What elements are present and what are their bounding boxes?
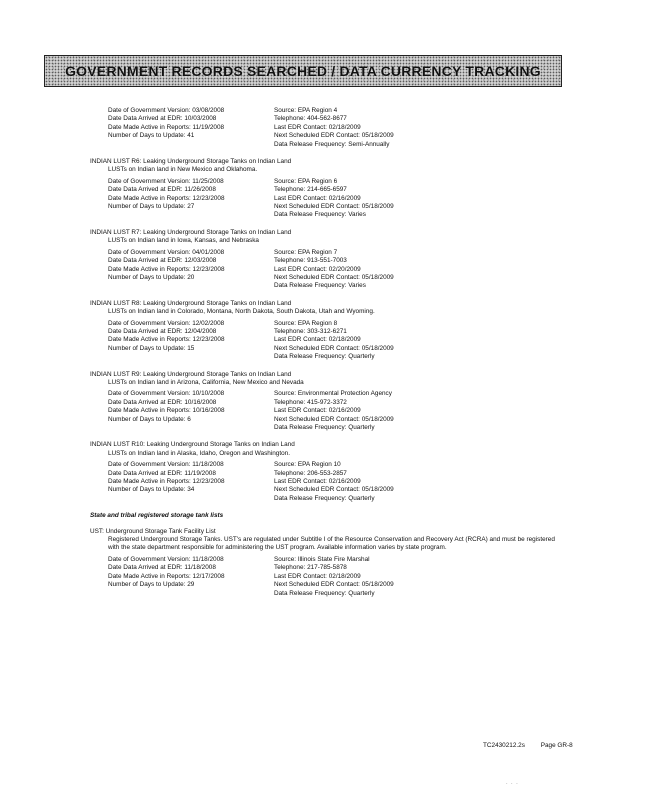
page-number: Page GR-8 bbox=[540, 742, 573, 749]
telephone: Telephone: 913-551-7003 bbox=[274, 257, 347, 265]
banner-title: GOVERNMENT RECORDS SEARCHED / DATA CURRENCY TRACKING bbox=[65, 63, 541, 79]
last-contact: Last EDR Contact: 02/16/2009 bbox=[274, 407, 361, 415]
record-indian-lust-r6 bbox=[90, 158, 560, 220]
record-description: Registered Underground Storage Tanks. UST's are regulated under Subtitle I of the Resource Conservation and Recovery Act (RCRA) and must be registered with the state department responsible for administering the UST program. Available information varies by state program. bbox=[108, 536, 555, 552]
record-region4 bbox=[90, 107, 560, 149]
release-frequency: Data Release Frequency: Quarterly bbox=[274, 589, 375, 597]
field-row bbox=[108, 249, 560, 257]
record-description: LUSTs on Indian land in New Mexico and Oklahoma. bbox=[108, 166, 258, 174]
telephone: Telephone: 206-553-2857 bbox=[274, 469, 347, 477]
days-to-update: Number of Days to Update: 20 bbox=[108, 273, 195, 281]
next-contact: Next Scheduled EDR Contact: 05/18/2009 bbox=[274, 415, 394, 423]
release-frequency: Data Release Frequency: Semi-Annually bbox=[274, 140, 390, 148]
field-row bbox=[108, 486, 560, 494]
last-contact: Last EDR Contact: 02/16/2009 bbox=[274, 194, 361, 202]
source: Source: EPA Region 7 bbox=[274, 248, 338, 256]
field-row bbox=[108, 470, 560, 478]
record-title: INDIAN LUST R9: Leaking Underground Storage Tanks on Indian Land bbox=[90, 370, 292, 378]
field-row bbox=[108, 581, 560, 589]
records-content bbox=[90, 104, 560, 607]
field-row bbox=[108, 257, 560, 265]
field-row bbox=[108, 416, 560, 424]
record-title: INDIAN LUST R10: Leaking Underground Storage Tanks on Indian Land bbox=[90, 441, 295, 449]
record-fields bbox=[90, 320, 560, 362]
section-banner bbox=[44, 55, 562, 87]
record-title: INDIAN LUST R8: Leaking Underground Storage Tanks on Indian Land bbox=[90, 299, 292, 307]
last-contact: Last EDR Contact: 02/18/2009 bbox=[274, 123, 361, 131]
days-to-update: Number of Days to Update: 6 bbox=[108, 415, 191, 423]
field-row bbox=[108, 282, 560, 290]
field-row bbox=[108, 274, 560, 282]
field-row bbox=[108, 424, 560, 432]
active-date: Date Made Active in Reports: 12/17/2008 bbox=[108, 572, 225, 580]
next-contact: Next Scheduled EDR Contact: 05/18/2009 bbox=[274, 203, 394, 211]
days-to-update: Number of Days to Update: 34 bbox=[108, 486, 195, 494]
field-row bbox=[108, 461, 560, 469]
gov-date: Date of Government Version: 11/18/2008 bbox=[108, 555, 224, 563]
field-row bbox=[108, 353, 560, 361]
arrived-date: Date Data Arrived at EDR: 11/18/2008 bbox=[108, 564, 216, 572]
section-heading: State and tribal registered storage tank lists bbox=[90, 512, 224, 520]
record-fields bbox=[90, 107, 560, 149]
record-fields bbox=[90, 249, 560, 291]
active-date: Date Made Active in Reports: 12/23/2008 bbox=[108, 194, 225, 202]
release-frequency: Data Release Frequency: Varies bbox=[274, 282, 366, 290]
gov-date: Date of Government Version: 03/08/2008 bbox=[108, 107, 225, 114]
scan-artifact: · · · bbox=[506, 781, 519, 787]
record-indian-lust-r7 bbox=[90, 229, 560, 291]
source: Source: EPA Region 4 bbox=[274, 107, 338, 114]
record-fields bbox=[90, 390, 560, 432]
last-contact: Last EDR Contact: 02/16/2009 bbox=[274, 478, 361, 486]
field-row bbox=[108, 495, 560, 503]
field-row bbox=[108, 345, 560, 353]
field-row bbox=[108, 132, 560, 140]
gov-date: Date of Government Version: 04/01/2008 bbox=[108, 248, 225, 256]
record-fields bbox=[90, 461, 560, 503]
record-indian-lust-r10 bbox=[90, 441, 560, 503]
source: Source: EPA Region 8 bbox=[274, 319, 338, 327]
next-contact: Next Scheduled EDR Contact: 05/18/2009 bbox=[274, 132, 394, 140]
arrived-date: Date Data Arrived at EDR: 11/26/2008 bbox=[108, 186, 216, 194]
record-title: INDIAN LUST R7: Leaking Underground Storage Tanks on Indian Land bbox=[90, 228, 292, 236]
record-description: LUSTs on Indian land in Iowa, Kansas, and Nebraska bbox=[108, 237, 259, 245]
gov-date: Date of Government Version: 10/10/2008 bbox=[108, 390, 225, 398]
field-row bbox=[108, 115, 560, 123]
active-date: Date Made Active in Reports: 12/23/2008 bbox=[108, 265, 225, 273]
gov-date: Date of Government Version: 12/02/2008 bbox=[108, 319, 225, 327]
page-footer bbox=[483, 742, 587, 749]
telephone: Telephone: 214-665-6597 bbox=[274, 186, 347, 194]
release-frequency: Data Release Frequency: Quarterly bbox=[274, 494, 375, 502]
telephone: Telephone: 404-562-8677 bbox=[274, 115, 347, 123]
release-frequency: Data Release Frequency: Quarterly bbox=[274, 424, 375, 431]
telephone: Telephone: 303-312-6271 bbox=[274, 327, 347, 335]
next-contact: Next Scheduled EDR Contact: 05/18/2009 bbox=[274, 344, 394, 352]
gov-date: Date of Government Version: 11/18/2008 bbox=[108, 461, 224, 469]
field-row bbox=[108, 328, 560, 336]
field-row bbox=[108, 407, 560, 415]
field-row bbox=[108, 590, 560, 598]
gov-date: Date of Government Version: 11/25/2008 bbox=[108, 177, 224, 185]
field-row bbox=[108, 203, 560, 211]
last-contact: Last EDR Contact: 02/18/2009 bbox=[274, 572, 361, 580]
next-contact: Next Scheduled EDR Contact: 05/18/2009 bbox=[274, 273, 394, 281]
field-row bbox=[108, 186, 560, 194]
active-date: Date Made Active in Reports: 12/23/2008 bbox=[108, 336, 225, 344]
record-description: LUSTs on Indian land in Arizona, California, New Mexico and Nevada bbox=[108, 378, 304, 386]
days-to-update: Number of Days to Update: 29 bbox=[108, 581, 195, 589]
field-row bbox=[108, 195, 560, 203]
arrived-date: Date Data Arrived at EDR: 12/04/2008 bbox=[108, 327, 217, 335]
source: Source: EPA Region 6 bbox=[274, 177, 338, 185]
field-row bbox=[108, 178, 560, 186]
last-contact: Last EDR Contact: 02/18/2009 bbox=[274, 336, 361, 344]
arrived-date: Date Data Arrived at EDR: 10/16/2008 bbox=[108, 398, 217, 406]
field-row bbox=[108, 390, 560, 398]
telephone: Telephone: 217-785-5878 bbox=[274, 564, 347, 572]
source: Source: EPA Region 10 bbox=[274, 461, 341, 469]
field-row bbox=[108, 320, 560, 328]
next-contact: Next Scheduled EDR Contact: 05/18/2009 bbox=[274, 486, 394, 494]
field-row bbox=[108, 478, 560, 486]
field-row bbox=[108, 336, 560, 344]
record-indian-lust-r9 bbox=[90, 371, 560, 433]
field-row bbox=[108, 564, 560, 572]
days-to-update: Number of Days to Update: 41 bbox=[108, 132, 195, 140]
record-description: LUSTs on Indian land in Colorado, Montana, North Dakota, South Dakota, Utah and Wyoming. bbox=[108, 308, 375, 316]
record-fields bbox=[90, 556, 560, 598]
active-date: Date Made Active in Reports: 12/23/2008 bbox=[108, 478, 225, 486]
next-contact: Next Scheduled EDR Contact: 05/18/2009 bbox=[274, 581, 394, 589]
arrived-date: Date Data Arrived at EDR: 11/19/2008 bbox=[108, 469, 216, 477]
record-indian-lust-r8 bbox=[90, 300, 560, 362]
arrived-date: Date Data Arrived at EDR: 12/03/2008 bbox=[108, 257, 217, 265]
telephone: Telephone: 415-972-3372 bbox=[274, 398, 347, 406]
release-frequency: Data Release Frequency: Quarterly bbox=[274, 353, 375, 361]
arrived-date: Date Data Arrived at EDR: 10/03/2008 bbox=[108, 115, 217, 123]
field-row bbox=[108, 556, 560, 564]
record-fields bbox=[90, 178, 560, 220]
source: Source: Environmental Protection Agency bbox=[274, 390, 392, 398]
active-date: Date Made Active in Reports: 10/16/2008 bbox=[108, 407, 225, 415]
field-row bbox=[108, 573, 560, 581]
field-row bbox=[108, 266, 560, 274]
record-ust bbox=[90, 528, 560, 598]
field-row bbox=[108, 211, 560, 219]
field-row bbox=[108, 399, 560, 407]
last-contact: Last EDR Contact: 02/20/2009 bbox=[274, 265, 361, 273]
record-title: UST: Underground Storage Tank Facility List bbox=[90, 527, 216, 535]
source: Source: Illinois State Fire Marshal bbox=[274, 555, 370, 563]
field-row bbox=[108, 107, 560, 115]
days-to-update: Number of Days to Update: 27 bbox=[108, 203, 195, 211]
active-date: Date Made Active in Reports: 11/19/2008 bbox=[108, 123, 225, 131]
document-id: TC2430212.2s bbox=[483, 742, 525, 749]
record-title: INDIAN LUST R6: Leaking Underground Storage Tanks on Indian Land bbox=[90, 158, 292, 166]
record-description: LUSTs on Indian land in Alaska, Idaho, Oregon and Washington. bbox=[108, 449, 291, 457]
field-row bbox=[108, 124, 560, 132]
release-frequency: Data Release Frequency: Varies bbox=[274, 211, 366, 219]
days-to-update: Number of Days to Update: 15 bbox=[108, 344, 195, 352]
field-row bbox=[108, 141, 560, 149]
